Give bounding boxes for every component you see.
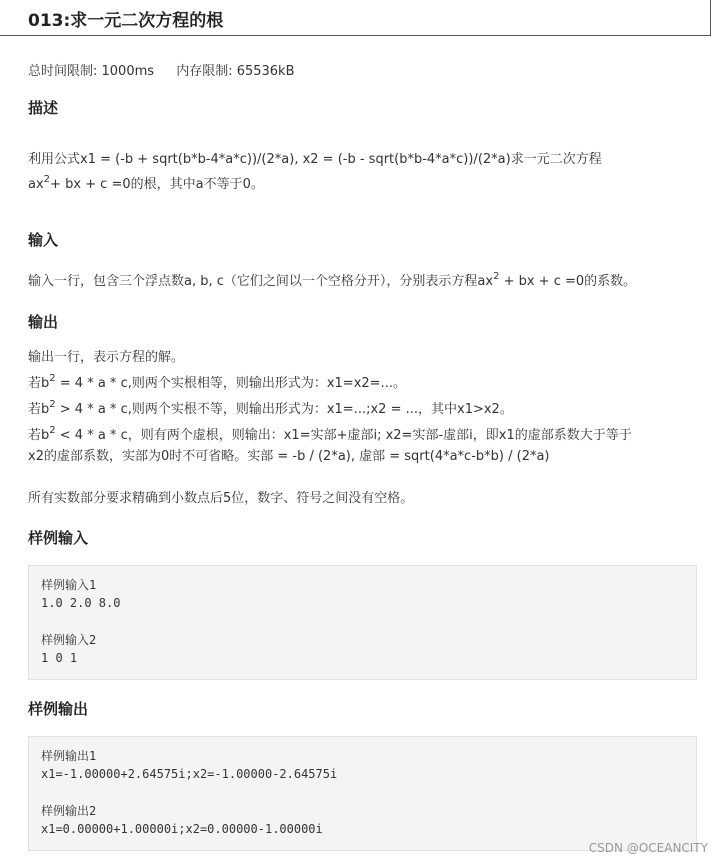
sample-output-gap	[41, 783, 684, 802]
sample-output-label-1: 样例输出1	[41, 749, 97, 763]
sample-input-label-2: 样例输入2	[41, 633, 97, 647]
output-case-less-line-2: x2的虚部系数，实部为0时不可省略。实部 = -b / (2*a), 虚部 = sqrt(4*a*c-b*b) / (2*a)	[28, 449, 550, 464]
limits-line	[28, 60, 295, 79]
precision-note: 所有实数部分要求精确到小数点后5位，数字、符号之间没有空格。	[28, 491, 414, 506]
output-case-less: 若$b^2 < 4 * a * c$，则有两个虚根，则输出：x1=实部+虚部i; x2=实部-虚部i，即x1的虚部系数大于等于	[28, 425, 632, 443]
sample-input-data-1: 1.0 2.0 8.0	[41, 596, 121, 610]
sample-input-heading: 样例输入	[28, 529, 89, 547]
input-text: 输入一行，包含三个浮点数a, b, c（它们之间以一个空格分开），分别表示方程$ax^2$ + bx + c =0的系数。	[28, 271, 637, 289]
description-line-1: 利用公式x1 = (-b + sqrt(b*b-4*a*c))/(2*a), x2 = (-b - sqrt(b*b-4*a*c))/(2*a)求一元二次方程	[28, 152, 602, 167]
sample-input-gap	[41, 612, 684, 631]
output-case-greater: 若$b^2 > 4 * a * c$,则两个实根不等，则输出形式为：x1=...;x2 = ...，其中x1>x2。	[28, 399, 513, 417]
sample-output-data-1: x1=-1.00000+2.64575i;x2=-1.00000-2.64575i	[41, 767, 338, 781]
memory-limit: 内存限制: 65536kB	[176, 64, 295, 79]
output-heading: 输出	[28, 313, 59, 331]
sample-input-box	[28, 565, 697, 680]
sample-input-label-1: 样例输入1	[41, 578, 97, 592]
input-heading: 输入	[28, 231, 59, 249]
sample-output-heading: 样例输出	[28, 700, 89, 718]
description-line-2: $ax^2+$ bx + c =0的根，其中a不等于0。	[28, 174, 264, 192]
sample-output-box	[28, 736, 697, 851]
output-line-1: 输出一行，表示方程的解。	[28, 350, 185, 365]
sample-output-label-2: 样例输出2	[41, 804, 97, 818]
page-title: 013:求一元二次方程的根	[28, 11, 224, 31]
output-case-equal: 若$b^2 = 4 * a * c$,则两个实根相等，则输出形式为：x1=x2=...。	[28, 373, 406, 391]
description-heading: 描述	[28, 99, 59, 117]
sample-input-data-2: 1 0 1	[41, 651, 78, 665]
sample-output-data-2: x1=0.00000+1.00000i;x2=0.00000-1.00000i	[41, 822, 323, 836]
watermark: CSDN @OCEANCITY	[588, 841, 708, 855]
time-limit: 总时间限制: 1000ms	[28, 64, 155, 79]
